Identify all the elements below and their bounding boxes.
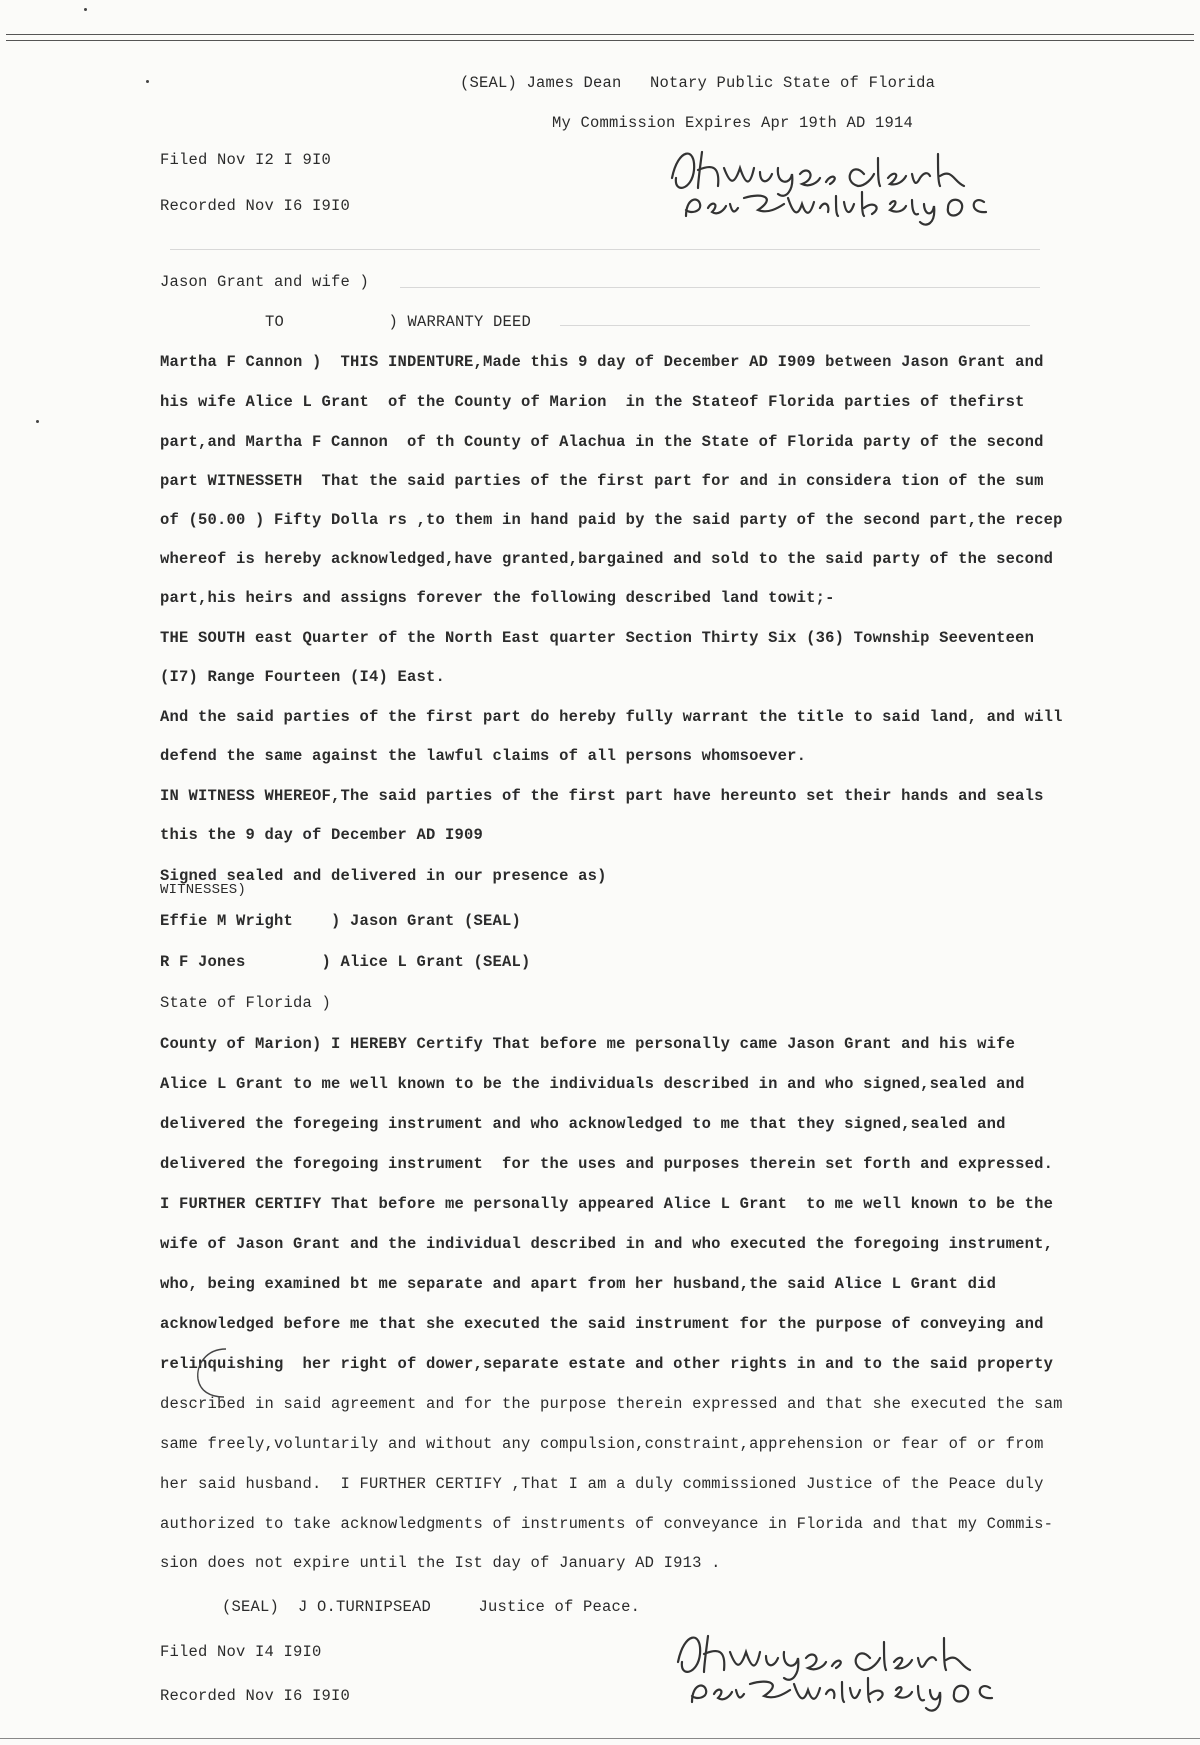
acknowledgment-line: Alice L Grant to me well known to be the individuals described in and who signed,sealed and: [160, 1075, 1025, 1093]
body-line: whereof is hereby acknowledged,have granted,bargained and sold to the said party of the second: [160, 550, 1054, 568]
top-rule-double: [6, 40, 1194, 41]
justice-signature-line: (SEAL) J O.TURNIPSEAD Justice of Peace.: [222, 1598, 641, 1616]
handwritten-signature-icon: [668, 138, 1028, 228]
notary-seal-line: (SEAL) James Dean Notary Public State of Florida: [460, 74, 936, 92]
clerk-signature-2: [674, 1618, 1034, 1718]
body-line: part WITNESSETH That the said parties of the first part for and in considera tion of the sum: [160, 472, 1044, 490]
acknowledgment-line: County of Marion) I HEREBY Certify That before me personally came Jason Grant and his wife: [160, 1035, 1016, 1053]
body-line: defend the same against the lawful claims of all persons whomsoever.: [160, 747, 807, 765]
acknowledgment-line: I FURTHER CERTIFY That before me personally appeared Alice L Grant to me well known to be the: [160, 1195, 1054, 1213]
body-line: his wife Alice L Grant of the County of Marion in the Stateof Florida parties of thefirst: [160, 393, 1025, 411]
body-line: And the said parties of the first part do hereby fully warrant the title to said land, and will: [160, 708, 1063, 726]
top-rule: [6, 34, 1194, 35]
witness-row: R F Jones ) Alice L Grant (SEAL): [160, 953, 531, 971]
handwritten-signature-icon: [674, 1618, 1034, 1718]
witnesses-label: WITNESSES): [160, 882, 247, 898]
body-line: part,and Martha F Cannon of th County of Alachua in the State of Florida party of the second: [160, 433, 1044, 451]
body-line: IN WITNESS WHEREOF,The said parties of the first part have hereunto set their hands and seals: [160, 787, 1044, 805]
grantee-indenture-line: Martha F Cannon ) THIS INDENTURE,Made this 9 day of December AD I909 between Jason Grant and: [160, 353, 1044, 371]
land-description-line: (I7) Range Fourteen (I4) East.: [160, 668, 446, 686]
acknowledgment-line: acknowledged before me that she executed the said instrument for the purpose of conveying and: [160, 1315, 1044, 1333]
acknowledgment-line: her said husband. I FURTHER CERTIFY ,That I am a duly commissioned Justice of the Peace duly: [160, 1475, 1044, 1493]
recorded-date-1: Recorded Nov I6 I9I0: [160, 197, 351, 215]
filed-date-1: Filed Nov I2 I 9I0: [160, 151, 332, 169]
bracket-mark-icon: [186, 1345, 236, 1401]
bleed-through-line: [170, 249, 1040, 250]
signed-delivered-line: Signed sealed and delivered in our presence as): [160, 867, 607, 885]
acknowledgment-line: who, being examined bt me separate and apart from her husband,the said Alice L Grant did: [160, 1275, 997, 1293]
acknowledgment-line: relinquishing her right of dower,separate estate and other rights in and to the said property: [160, 1355, 1054, 1373]
acknowledgment-line: wife of Jason Grant and the individual described in and who executed the foregoing instrument,: [160, 1235, 1054, 1253]
speck: [146, 80, 149, 83]
witness-row: Effie M Wright ) Jason Grant (SEAL): [160, 912, 522, 930]
acknowledgment-line: delivered the foregeing instrument and who acknowledged to me that they signed,sealed and: [160, 1115, 1006, 1133]
acknowledgment-line: State of Florida ): [160, 994, 332, 1012]
acknowledgment-line: delivered the foregoing instrument for the uses and purposes therein set forth and expressed.: [160, 1155, 1054, 1173]
body-line: part,his heirs and assigns forever the following described land towit;-: [160, 589, 835, 607]
acknowledgment-line: same freely,voluntarily and without any compulsion,constraint,apprehension or fear of or from: [160, 1435, 1044, 1453]
bleed-through-line: [560, 325, 1030, 326]
speck: [84, 8, 87, 11]
commission-expires: My Commission Expires Apr 19th AD 1914: [552, 114, 914, 132]
land-description-line: THE SOUTH east Quarter of the North East quarter Section Thirty Six (36) Township Seeventeen: [160, 629, 1035, 647]
acknowledgment-line: described in said agreement and for the purpose therein expressed and that she executed the sam: [160, 1395, 1063, 1413]
deed-type-line: TO ) WARRANTY DEED: [265, 313, 532, 331]
speck: [36, 420, 39, 423]
bleed-through-line: [400, 287, 1040, 288]
grantor-line: Jason Grant and wife ): [160, 273, 370, 291]
body-line: this the 9 day of December AD I909: [160, 826, 484, 844]
clerk-signature-1: [668, 138, 1028, 228]
recorded-date-2: Recorded Nov I6 I9I0: [160, 1687, 351, 1705]
filed-date-2: Filed Nov I4 I9I0: [160, 1643, 322, 1661]
acknowledgment-line: sion does not expire until the Ist day of January AD I913 .: [160, 1554, 721, 1572]
bottom-rule: [0, 1738, 1200, 1739]
acknowledgment-line: authorized to take acknowledgments of instruments of conveyance in Florida and that my Commis-: [160, 1515, 1054, 1533]
body-line: of (50.00 ) Fifty Dolla rs ,to them in hand paid by the said party of the second part,the recep: [160, 511, 1063, 529]
